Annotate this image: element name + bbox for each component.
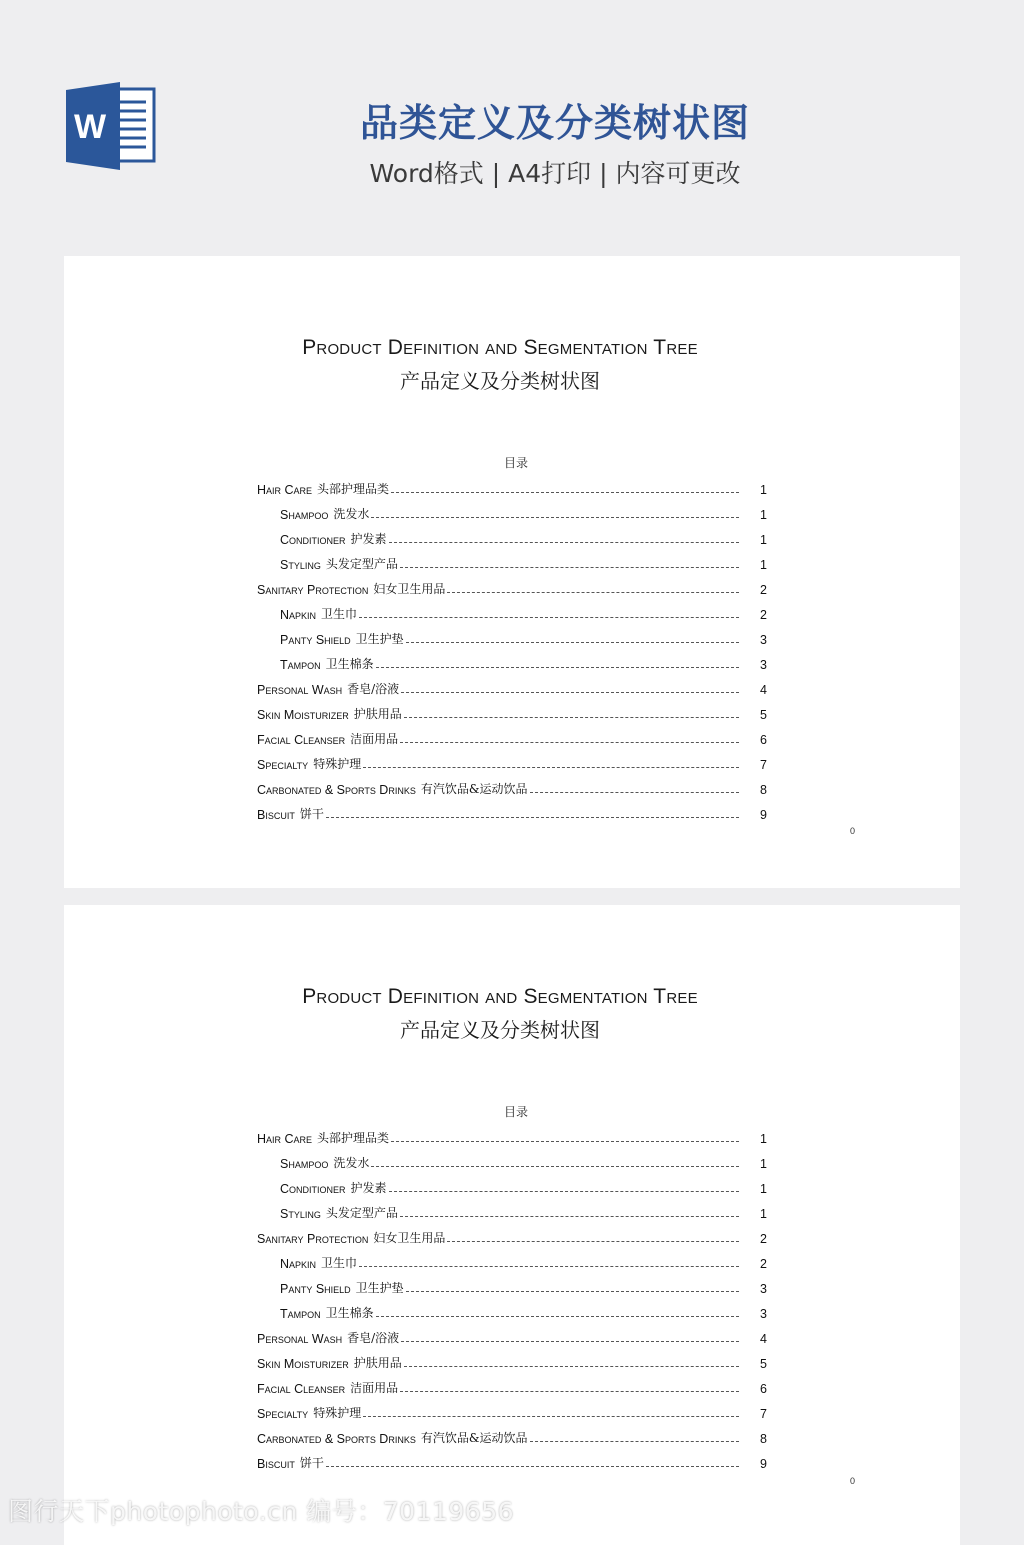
toc-page-number: 3 <box>760 658 767 672</box>
toc-entry-cn: 护发素 <box>350 532 387 546</box>
toc-entry-en: Conditioner <box>280 533 346 547</box>
toc-leader <box>530 792 739 793</box>
toc-leader <box>447 1241 739 1242</box>
toc-page-number: 6 <box>760 1382 767 1396</box>
toc-entry-cn: 有汽饮品&运动饮品 <box>420 782 528 796</box>
toc-entry[interactable] <box>257 722 767 747</box>
toc-entry-en: Tampon <box>280 658 321 672</box>
toc-entry[interactable] <box>257 1121 767 1146</box>
watermark: 图行天下photophoto.cn 编号：70119656 <box>8 1497 515 1526</box>
toc-entry[interactable] <box>257 1321 767 1346</box>
toc-page-number: 1 <box>760 1182 767 1196</box>
doc-title-cn: 产品定义及分类树状图 <box>400 369 600 393</box>
toc-leader <box>376 1316 739 1317</box>
toc-entry-cn: 卫生棉条 <box>325 657 374 671</box>
toc-entry-en: Conditioner <box>280 1182 346 1196</box>
toc-page-number: 3 <box>760 1282 767 1296</box>
toc-entry-cn: 护肤用品 <box>353 707 402 721</box>
toc-page-number: 3 <box>760 1307 767 1321</box>
toc-entry-en: Sanitary Protection <box>257 583 369 597</box>
toc-entry-cn: 饼干 <box>299 807 324 821</box>
toc-page-number: 1 <box>760 483 767 497</box>
banner-subtitle: Word格式 | A4打印 | 内容可更改 <box>369 159 741 188</box>
toc-entry[interactable] <box>257 1446 767 1471</box>
toc-entry[interactable] <box>257 472 767 497</box>
toc-entry[interactable] <box>257 547 767 572</box>
document-page-1 <box>64 256 960 888</box>
toc-page-number: 1 <box>760 1157 767 1171</box>
toc-entry[interactable] <box>257 747 767 772</box>
toc-entry-cn: 特殊护理 <box>313 757 362 771</box>
toc-leader <box>400 1391 739 1392</box>
toc-page-number: 2 <box>760 583 767 597</box>
toc-entry-cn: 洁面用品 <box>350 732 399 746</box>
toc-leader <box>404 1366 739 1367</box>
toc-entry[interactable] <box>257 1421 767 1446</box>
toc-entry-cn: 卫生巾 <box>321 1256 358 1270</box>
toc-leader <box>400 1216 739 1217</box>
toc-entry-cn: 妇女卫生用品 <box>373 582 446 596</box>
toc-page-number: 9 <box>760 808 767 822</box>
toc-heading: 目录 <box>503 1105 528 1119</box>
toc-page-number: 2 <box>760 1232 767 1246</box>
toc-page-number: 2 <box>760 608 767 622</box>
toc-entry-en: Carbonated & Sports Drinks <box>257 1432 416 1446</box>
toc-entry[interactable] <box>257 1296 767 1321</box>
toc-leader <box>447 592 739 593</box>
toc-leader <box>326 817 739 818</box>
toc-entry-en: Facial Cleanser <box>257 1382 346 1396</box>
toc-leader <box>363 767 739 768</box>
toc-page-number: 9 <box>760 1457 767 1471</box>
toc-page-number: 1 <box>760 558 767 572</box>
toc-entry[interactable] <box>257 597 767 622</box>
toc-entry-cn: 卫生棉条 <box>325 1306 374 1320</box>
toc-entry-en: Napkin <box>280 1257 317 1271</box>
toc-page-number: 1 <box>760 1132 767 1146</box>
toc-entry-cn: 头部护理品类 <box>317 1131 390 1145</box>
banner-title: 品类定义及分类树状图 <box>359 101 750 145</box>
toc-entry[interactable] <box>257 1171 767 1196</box>
toc-entry-cn: 头部护理品类 <box>317 482 390 496</box>
page-number: 0 <box>850 826 856 836</box>
toc-entry-cn: 妇女卫生用品 <box>373 1231 446 1245</box>
toc-entry[interactable] <box>257 697 767 722</box>
toc-entry-en: Panty Shield <box>280 633 351 647</box>
toc-entry-en: Skin Moisturizer <box>257 708 349 722</box>
toc-entry-cn: 卫生巾 <box>321 607 358 621</box>
toc-page-number: 6 <box>760 733 767 747</box>
toc-entry-cn: 洗发水 <box>333 1156 370 1170</box>
toc-entry-en: Styling <box>280 558 321 572</box>
doc-title-cn: 产品定义及分类树状图 <box>400 1018 600 1042</box>
toc-page-number: 8 <box>760 1432 767 1446</box>
word-document-icon <box>64 80 158 172</box>
toc-entry-en: Specialty <box>257 1407 309 1421</box>
toc-entry-en: Sanitary Protection <box>257 1232 369 1246</box>
toc-entry-en: Shampoo <box>280 1157 329 1171</box>
toc-page-number: 4 <box>760 1332 767 1346</box>
toc-entry-en: Biscuit <box>257 808 295 822</box>
toc-entry-en: Facial Cleanser <box>257 733 346 747</box>
toc-leader <box>371 517 739 518</box>
toc-leader <box>400 567 739 568</box>
toc-leader <box>401 692 739 693</box>
toc-entry-cn: 卫生护垫 <box>355 1281 404 1295</box>
toc-entry-cn: 有汽饮品&运动饮品 <box>420 1431 528 1445</box>
toc-entry[interactable] <box>257 1396 767 1421</box>
toc-entry-en: Biscuit <box>257 1457 295 1471</box>
doc-title-en: Product Definition and Segmentation Tree <box>302 985 698 1008</box>
toc-leader <box>406 642 739 643</box>
toc-leader <box>359 617 739 618</box>
toc-entry-cn: 饼干 <box>299 1456 324 1470</box>
toc-page-number: 8 <box>760 783 767 797</box>
toc-leader <box>326 1466 739 1467</box>
toc-leader <box>401 1341 739 1342</box>
toc-entry-cn: 头发定型产品 <box>325 1206 398 1220</box>
toc-entry[interactable] <box>257 772 767 797</box>
toc-entry[interactable] <box>257 1346 767 1371</box>
toc-entry-cn: 护发素 <box>350 1181 387 1195</box>
toc-leader <box>530 1441 739 1442</box>
toc-page-number: 2 <box>760 1257 767 1271</box>
toc-entry-en: Hair Care <box>257 483 313 497</box>
table-of-contents <box>257 472 767 822</box>
header <box>0 0 1024 240</box>
toc-leader <box>391 1141 739 1142</box>
toc-page-number: 4 <box>760 683 767 697</box>
toc-entry-en: Carbonated & Sports Drinks <box>257 783 416 797</box>
toc-entry-cn: 香皂/浴液 <box>347 1331 400 1345</box>
toc-page-number: 3 <box>760 633 767 647</box>
toc-leader <box>363 1416 739 1417</box>
toc-entry-en: Shampoo <box>280 508 329 522</box>
toc-entry-en: Styling <box>280 1207 321 1221</box>
toc-entry[interactable] <box>257 1196 767 1221</box>
page-number: 0 <box>850 1476 856 1486</box>
toc-entry[interactable] <box>257 797 767 822</box>
toc-entry[interactable] <box>257 1221 767 1246</box>
toc-entry[interactable] <box>257 497 767 522</box>
toc-entry[interactable] <box>257 1271 767 1296</box>
toc-leader <box>391 492 739 493</box>
toc-entry[interactable] <box>257 1246 767 1271</box>
toc-entry-en: Specialty <box>257 758 309 772</box>
toc-entry-en: Napkin <box>280 608 317 622</box>
toc-page-number: 1 <box>760 533 767 547</box>
toc-entry-en: Skin Moisturizer <box>257 1357 349 1371</box>
toc-leader <box>389 542 739 543</box>
toc-entry-en: Panty Shield <box>280 1282 351 1296</box>
toc-entry[interactable] <box>257 1146 767 1171</box>
table-of-contents <box>257 1121 767 1471</box>
toc-entry[interactable] <box>257 1371 767 1396</box>
toc-leader <box>359 1266 739 1267</box>
toc-entry[interactable] <box>257 672 767 697</box>
toc-entry-cn: 头发定型产品 <box>325 557 398 571</box>
toc-page-number: 5 <box>760 708 767 722</box>
toc-leader <box>376 667 739 668</box>
toc-page-number: 7 <box>760 1407 767 1421</box>
toc-entry-en: Personal Wash <box>257 683 343 697</box>
toc-entry-cn: 卫生护垫 <box>355 632 404 646</box>
toc-entry-cn: 香皂/浴液 <box>347 682 400 696</box>
toc-page-number: 1 <box>760 508 767 522</box>
document-page-2 <box>64 905 960 1545</box>
toc-page-number: 5 <box>760 1357 767 1371</box>
toc-heading: 目录 <box>503 456 528 470</box>
toc-entry[interactable] <box>257 647 767 672</box>
toc-leader <box>406 1291 739 1292</box>
toc-leader <box>371 1166 739 1167</box>
toc-entry[interactable] <box>257 572 767 597</box>
toc-entry-en: Hair Care <box>257 1132 313 1146</box>
toc-entry-cn: 特殊护理 <box>313 1406 362 1420</box>
svg-text:W: W <box>73 108 107 146</box>
toc-entry-cn: 洗发水 <box>333 507 370 521</box>
toc-entry-cn: 护肤用品 <box>353 1356 402 1370</box>
toc-leader <box>400 742 739 743</box>
toc-entry-en: Tampon <box>280 1307 321 1321</box>
toc-entry[interactable] <box>257 622 767 647</box>
doc-title-en: Product Definition and Segmentation Tree <box>302 336 698 359</box>
toc-entry-cn: 洁面用品 <box>350 1381 399 1395</box>
toc-page-number: 1 <box>760 1207 767 1221</box>
toc-entry[interactable] <box>257 522 767 547</box>
toc-leader <box>389 1191 739 1192</box>
toc-leader <box>404 717 739 718</box>
toc-page-number: 7 <box>760 758 767 772</box>
toc-entry-en: Personal Wash <box>257 1332 343 1346</box>
